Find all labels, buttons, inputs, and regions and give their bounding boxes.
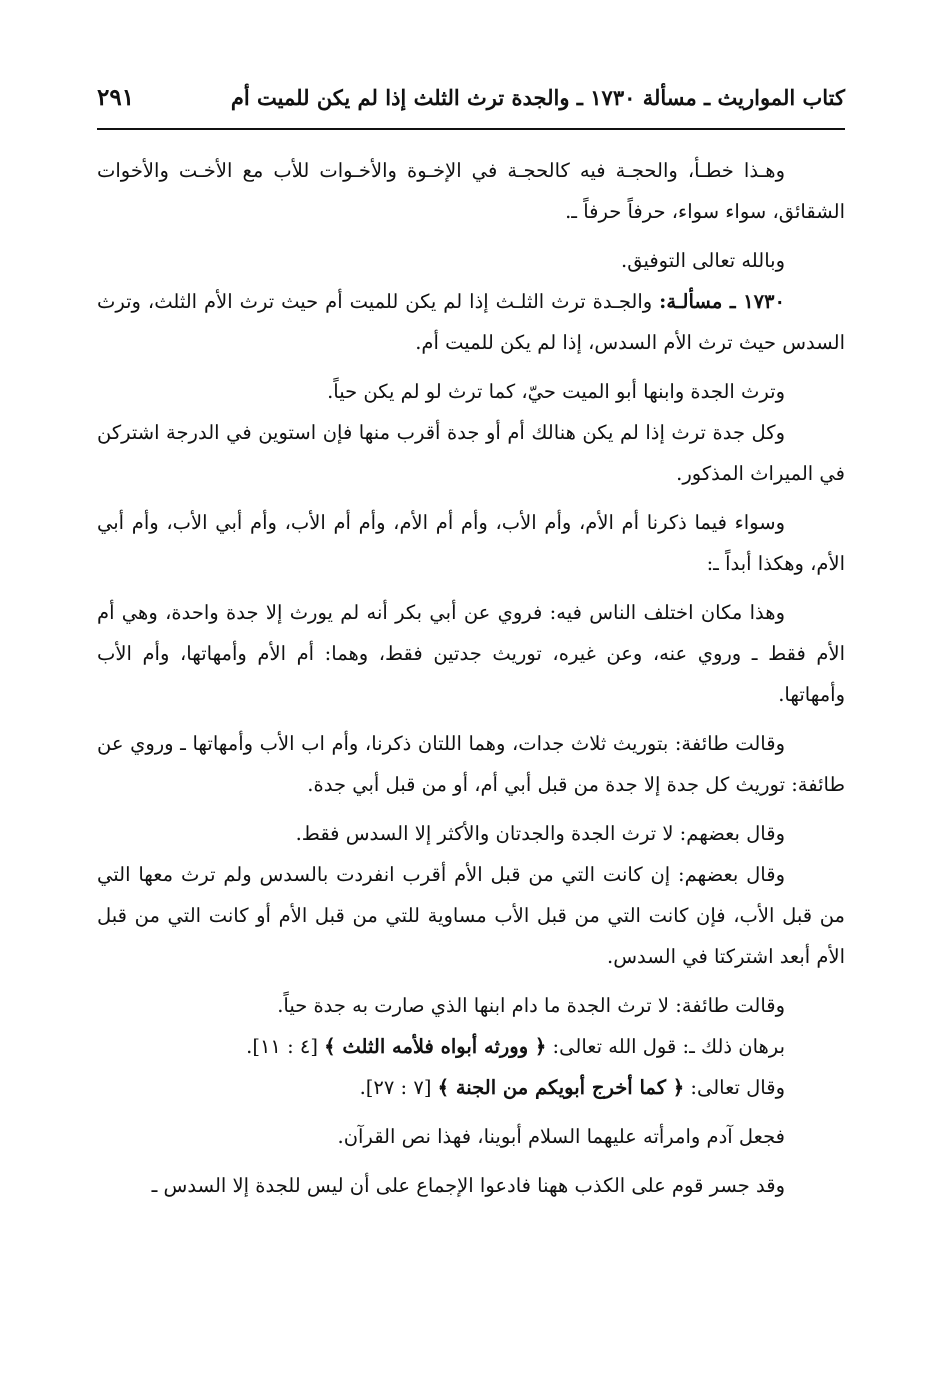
paragraph	[97, 412, 845, 494]
paragraph-text: وهـذا خطـأ، والحجـة فيه كالحجـة في الإخـوة والأخـوات للأب مع الأخـت والأخوات الشقائق، سواء سواء، حرفاً حرفاً ـ.	[97, 159, 845, 223]
paragraph	[97, 985, 845, 1026]
paragraph	[97, 240, 845, 281]
proof-line	[97, 1026, 845, 1067]
paragraph-text: وقال بعضهم: إن كانت التي من قبل الأم أقرب انفردت بالسدس ولم ترث معها التي من قبل الأب، فإن كانت التي من قبل الأب مساوية للتي من قبل الأم أو كانت التي من قبل الأم أبعد اشتركتا في السدس.	[97, 863, 845, 968]
page-header	[97, 72, 845, 122]
proof-prefix: وقال تعالى:	[684, 1076, 785, 1099]
paragraph-text: وقالت طائفة: لا ترث الجدة ما دام ابنها الذي صارت به جدة حياً.	[277, 994, 785, 1017]
proof-line	[97, 1067, 845, 1108]
paragraph	[97, 592, 845, 715]
paragraph	[97, 371, 845, 412]
paragraph	[97, 854, 845, 977]
paragraph	[97, 502, 845, 584]
paragraph-text: وقالت طائفة: بتوريث ثلاث جدات، وهما اللتان ذكرنا، وأم اب الأب وأمهاتها ـ وروي عن طائفة: توريث كل جدة إلا جدة من قبل أبي أم، أو من قبل أبي جدة.	[97, 732, 845, 796]
proof-prefix: برهان ذلك ـ: قول الله تعالى:	[546, 1035, 785, 1058]
paragraph	[97, 1116, 845, 1157]
paragraph-text: وسواء فيما ذكرنا أم الأم، وأم الأب، وأم أم الأم، وأم أم الأب، وأم أبي الأب، وأم أبي الأم، وهكذا أبداً ـ:	[97, 511, 845, 575]
paragraph-text: وقال بعضهم: لا ترث الجدة والجدتان والأكثر إلا السدس فقط.	[295, 822, 785, 845]
running-head: كتاب المواريث ـ مسألة ١٧٣٠ ـ والجدة ترث الثلث إذا لم يكن للميت أم	[230, 84, 845, 110]
paragraph-text: وترث الجدة وابنها أبو الميت حيّ، كما ترث لو لم يكن حياً.	[327, 380, 785, 403]
body-text	[97, 150, 845, 1206]
paragraph-text: وقد جسر قوم على الكذب ههنا فادعوا الإجماع على أن ليس للجدة إلا السدس ـ	[151, 1174, 785, 1197]
quran-quote: ﴿ وورثه أبواه فلأمه الثلث ﴾	[324, 1035, 547, 1058]
paragraph-text: فجعل آدم وامرأته عليهما السلام أبوينا، فهذا نص القرآن.	[337, 1125, 785, 1148]
paragraph	[97, 150, 845, 232]
paragraph	[97, 1165, 845, 1206]
paragraph	[97, 723, 845, 805]
paragraph-text: والجـدة ترث الثلـث إذا لم يكن للميت أم حيث ترث الأم الثلث، وترث السدس حيث ترث الأم السدس، إذا لم يكن للميت أم.	[97, 290, 845, 354]
header-rule	[97, 128, 845, 130]
page-number: ٢٩١	[97, 83, 135, 111]
issue-number: ١٧٣٠ ـ مسألـة:	[659, 290, 785, 313]
verse-reference: [٧ : ٢٧].	[359, 1076, 438, 1099]
quran-quote: ﴿ كما أخرج أبويكم من الجنة ﴾	[437, 1076, 685, 1099]
paragraph	[97, 813, 845, 854]
paragraph-text: وبالله تعالى التوفيق.	[621, 249, 785, 272]
issue-paragraph	[97, 281, 845, 363]
verse-reference: [٤ : ١١].	[246, 1035, 325, 1058]
paragraph-text: وكل جدة ترث إذا لم يكن هنالك أم أو جدة أقرب منها فإن استوين في الدرجة اشتركن في الميراث المذكور.	[97, 421, 845, 485]
paragraph-text: وهذا مكان اختلف الناس فيه: فروي عن أبي بكر أنه لم يورث إلا جدة واحدة، وهي أم الأم فقط ـ وروي عنه، وعن غيره، توريث جدتين فقط، وهما: أم الأم وأمهاتها، وأم الأب وأمهاتها.	[97, 601, 845, 706]
